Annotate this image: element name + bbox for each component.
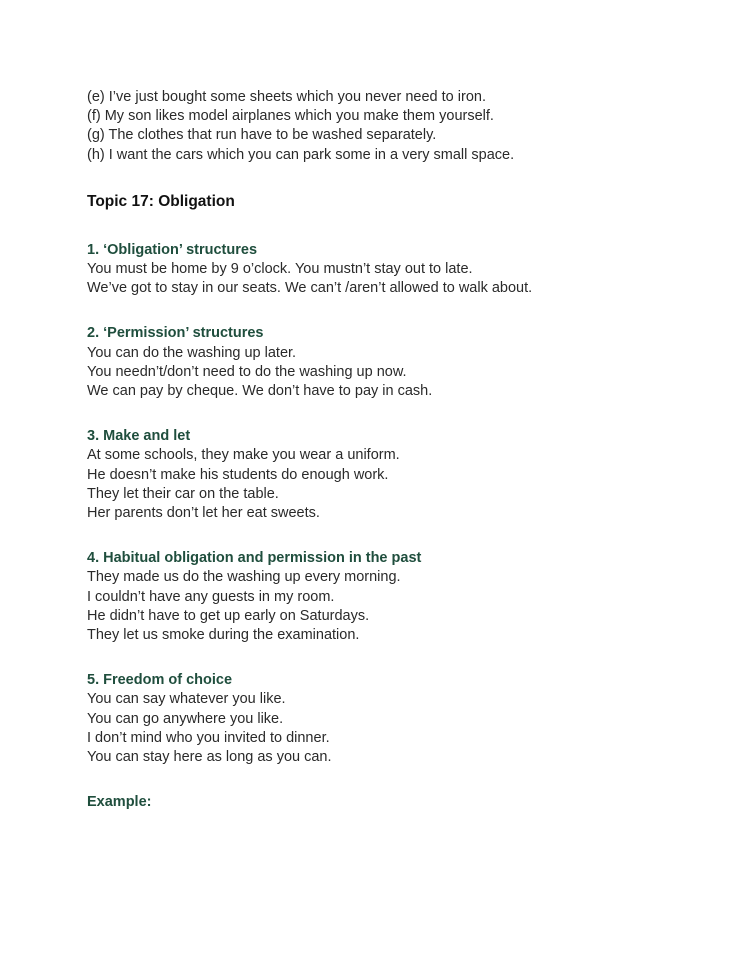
- example-sentence: We’ve got to stay in our seats. We can’t /aren’t allowed to walk about.: [87, 280, 533, 297]
- example-sentence: You can stay here as long as you can.: [87, 749, 332, 766]
- example-heading: Example:: [87, 794, 152, 811]
- example-sentence: They made us do the washing up every morning.: [87, 569, 401, 586]
- example-sentence: They let their car on the table.: [87, 485, 279, 502]
- section-heading: 4. Habitual obligation and permission in the past: [87, 550, 422, 567]
- example-sentence: You needn’t/don’t need to do the washing up now.: [87, 363, 407, 380]
- example-sentence: I couldn’t have any guests in my room.: [87, 588, 335, 605]
- intro-list: [87, 88, 707, 165]
- example-sentence: We can pay by cheque. We don’t have to pay in cash.: [87, 383, 433, 400]
- example-sentence: I don’t mind who you invited to dinner.: [87, 729, 330, 746]
- example-sentence: He didn’t have to get up early on Saturdays.: [87, 607, 370, 624]
- topic-title: Topic 17: Obligation: [87, 192, 235, 210]
- intro-line-g: (g) The clothes that run have to be washed separately.: [87, 127, 437, 144]
- section-permission-structures: [87, 324, 707, 401]
- example-sentence: He doesn’t make his students do enough work.: [87, 466, 389, 483]
- section-freedom-of-choice: [87, 671, 707, 767]
- document-page: [87, 88, 707, 812]
- example-sentence: At some schools, they make you wear a uniform.: [87, 447, 400, 464]
- example-sentence: You must be home by 9 o’clock. You mustn’t stay out to late.: [87, 261, 473, 278]
- example-sentence: You can do the washing up later.: [87, 344, 297, 361]
- intro-line-h: (h) I want the cars which you can park some in a very small space.: [87, 146, 515, 163]
- example-sentence: They let us smoke during the examination.: [87, 627, 360, 644]
- section-habitual-obligation-past: [87, 549, 707, 645]
- intro-line-f: (f) My son likes model airplanes which you make them yourself.: [87, 108, 494, 125]
- section-heading: 1. ‘Obligation’ structures: [87, 241, 258, 258]
- example-sentence: Her parents don’t let her eat sweets.: [87, 505, 320, 522]
- section-make-and-let: [87, 427, 707, 523]
- section-heading: 5. Freedom of choice: [87, 672, 233, 689]
- intro-line-e: (e) I’ve just bought some sheets which you never need to iron.: [87, 89, 486, 105]
- example-sentence: You can say whatever you like.: [87, 691, 286, 708]
- section-heading: 2. ‘Permission’ structures: [87, 325, 264, 342]
- example-sentence: You can go anywhere you like.: [87, 710, 284, 727]
- section-heading: 3. Make and let: [87, 428, 191, 445]
- section-obligation-structures: [87, 241, 707, 299]
